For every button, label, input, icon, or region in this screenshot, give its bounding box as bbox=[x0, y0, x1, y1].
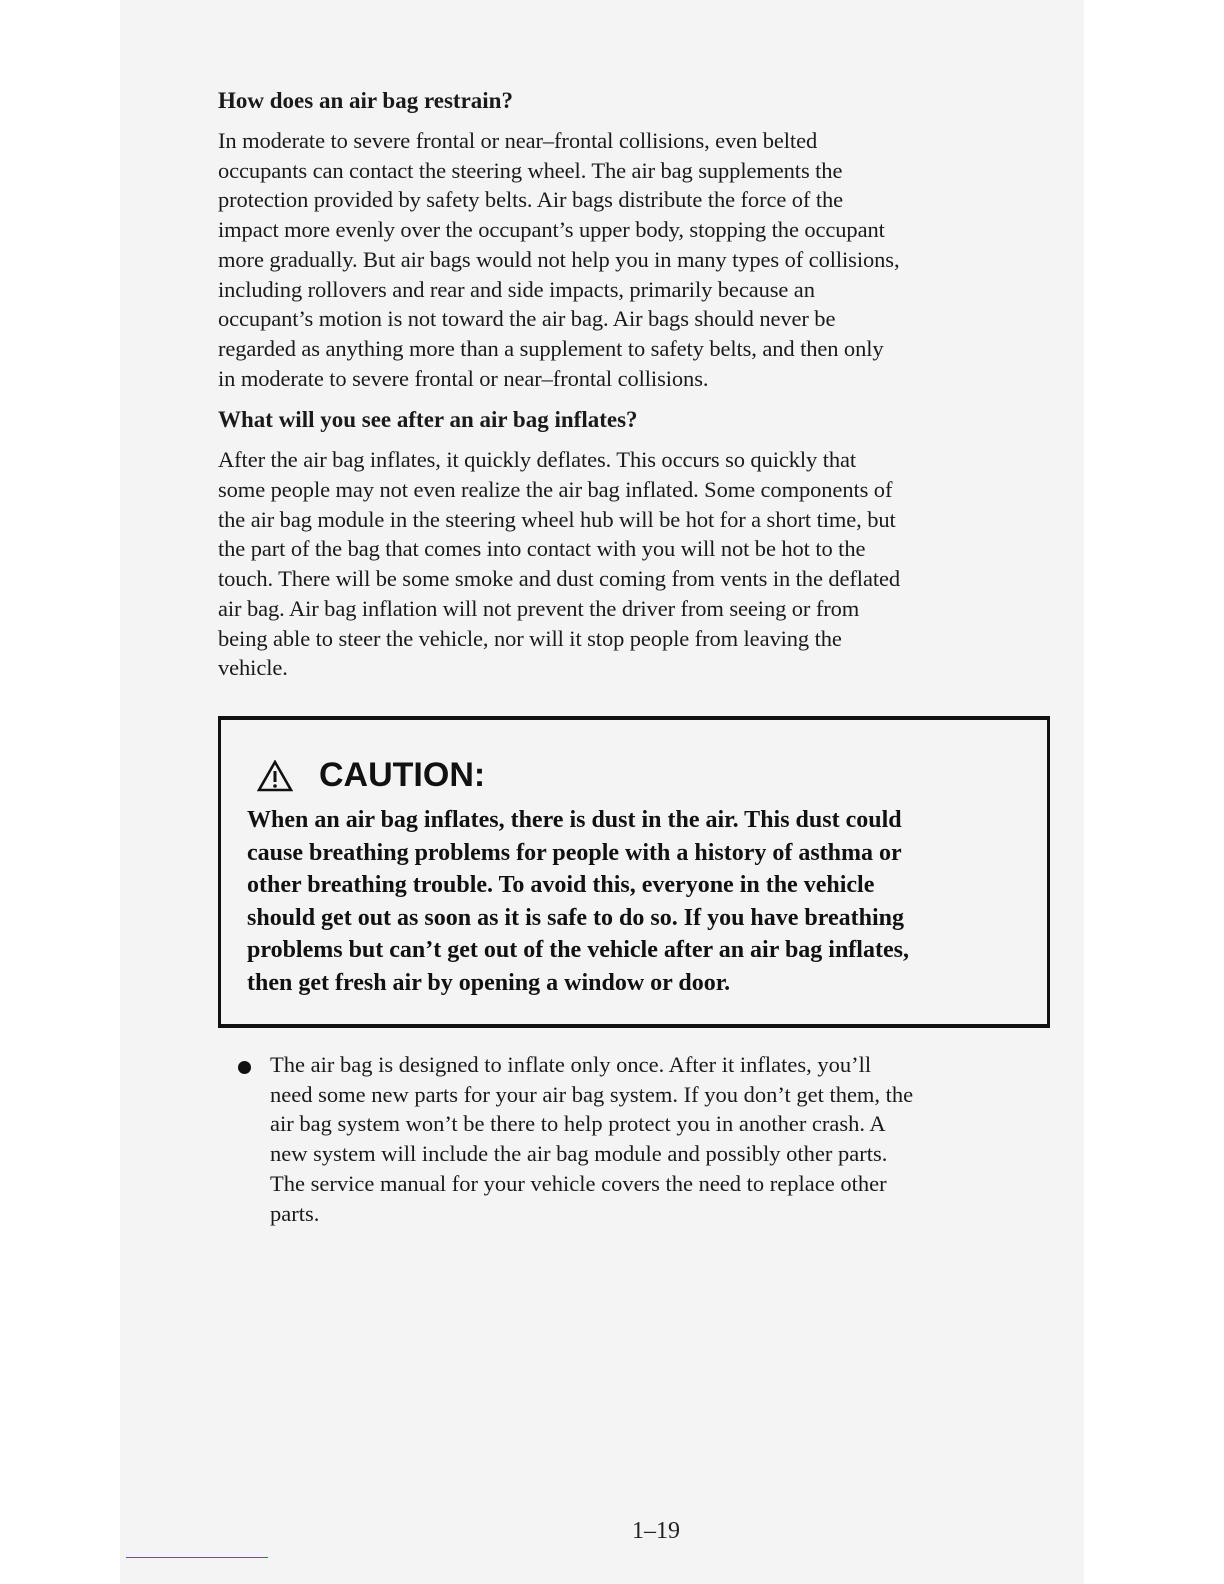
text-line: After the air bag inflates, it quickly deflates. This occurs so quickly that bbox=[218, 447, 857, 473]
text-line: air bag. Air bag inflation will not prevent the driver from seeing or from bbox=[218, 595, 860, 621]
warning-triangle-icon bbox=[257, 760, 293, 792]
text-line: regarded as anything more than a supplement to safety belts, and then only bbox=[218, 335, 884, 361]
text-line: being able to steer the vehicle, nor will it stop people from leaving the bbox=[218, 625, 842, 651]
caution-line: When an air bag inflates, there is dust in the air. This dust could bbox=[247, 807, 902, 833]
text-line: some people may not even realize the air bag inflated. Some components of bbox=[218, 477, 893, 503]
text-line: including rollovers and rear and side impacts, primarily because an bbox=[218, 276, 815, 302]
text-line: occupant’s motion is not toward the air bag. Air bags should never be bbox=[218, 306, 836, 332]
section-heading-restrain: How does an air bag restrain? bbox=[218, 88, 513, 113]
footer-divider bbox=[126, 1557, 268, 1558]
text-line: in moderate to severe frontal or near–frontal collisions. bbox=[218, 365, 709, 391]
caution-box bbox=[218, 716, 1050, 1028]
page-number: 1–19 bbox=[632, 1518, 680, 1544]
main-content bbox=[218, 86, 1058, 695]
text-line: parts. bbox=[270, 1200, 320, 1226]
bullet-text bbox=[270, 1050, 1060, 1228]
text-line: impact more evenly over the occupant’s upper body, stopping the occupant bbox=[218, 217, 885, 243]
caution-line: then get fresh air by opening a window or door. bbox=[247, 969, 731, 996]
text-line: more gradually. But air bags would not help you in many types of collisions, bbox=[218, 246, 900, 272]
text-line: new system will include the air bag module and possibly other parts. bbox=[270, 1141, 888, 1167]
bullet-icon bbox=[238, 1061, 251, 1074]
text-line: The air bag is designed to inflate only once. After it inflates, you’ll bbox=[270, 1052, 872, 1077]
caution-line: other breathing trouble. To avoid this, everyone in the vehicle bbox=[247, 872, 875, 898]
caution-title: CAUTION: bbox=[319, 756, 486, 794]
text-line: the part of the bag that comes into contact with you will not be hot to the bbox=[218, 536, 866, 562]
caution-message bbox=[247, 804, 1037, 999]
caution-line: cause breathing problems for people with a history of asthma or bbox=[247, 839, 902, 866]
caution-heading bbox=[257, 756, 485, 795]
caution-line: problems but can’t get out of the vehicle after an air bag inflates, bbox=[247, 937, 909, 963]
text-line: the air bag module in the steering wheel hub will be hot for a short time, but bbox=[218, 506, 896, 532]
paragraph-restrain bbox=[218, 126, 1058, 393]
caution-line: should get out as soon as it is safe to do so. If you have breathing bbox=[247, 904, 904, 931]
text-line: need some new parts for your air bag system. If you don’t get them, the bbox=[270, 1081, 914, 1107]
paragraph-inflates bbox=[218, 445, 1058, 683]
section-heading-inflates: What will you see after an air bag inflates? bbox=[218, 407, 638, 433]
text-line: The service manual for your vehicle covers the need to replace other bbox=[270, 1170, 887, 1196]
text-line: occupants can contact the steering wheel. The air bag supplements the bbox=[218, 157, 843, 183]
text-line: touch. There will be some smoke and dust coming from vents in the deflated bbox=[218, 566, 901, 592]
text-line: vehicle. bbox=[218, 655, 288, 681]
text-line: air bag system won’t be there to help protect you in another crash. A bbox=[270, 1111, 886, 1137]
text-line: In moderate to severe frontal or near–frontal collisions, even belted bbox=[218, 128, 818, 153]
text-line: protection provided by safety belts. Air bags distribute the force of the bbox=[218, 187, 844, 213]
